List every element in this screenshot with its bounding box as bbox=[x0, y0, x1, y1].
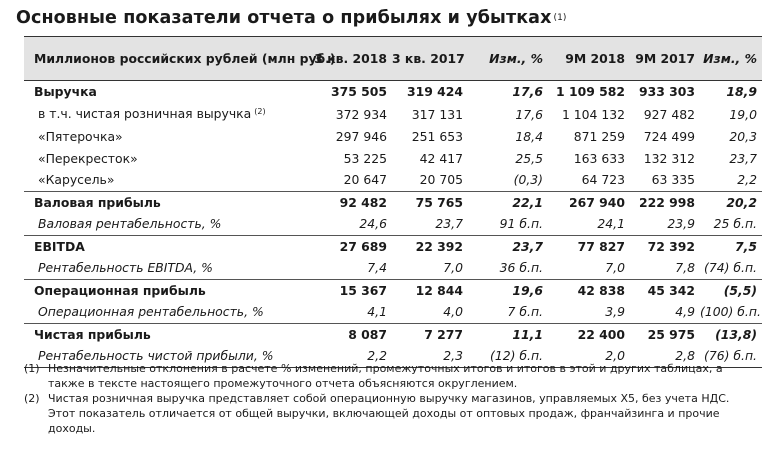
cell-chg-q: 17,6 bbox=[515, 106, 543, 122]
footnote-ref: (2) bbox=[254, 106, 266, 116]
cell-chg-q: 23,7 bbox=[512, 238, 543, 254]
cell-q3-2018: 27 689 bbox=[339, 238, 387, 254]
cell-m9-2018: 64 723 bbox=[581, 172, 625, 187]
footnote-text: Чистая розничная выручка представляет собой операционную выручку магазинов, управляемых X5, без учета НДС. Этот показатель отличается от общей выручки, включающей доходы от оптовых продаж, франчайзинга и прочие доходы. bbox=[48, 392, 730, 435]
title-footnote-ref: (1) bbox=[553, 13, 567, 23]
row-label bbox=[24, 191, 300, 213]
cell-q3-2018: 4,1 bbox=[367, 304, 387, 319]
cell-m9-2017: 45 342 bbox=[647, 282, 695, 298]
cell-m9-2018: 24,1 bbox=[597, 216, 625, 231]
cell-chg-m: 2,2 bbox=[737, 172, 757, 187]
cell-q3-2018: 7,4 bbox=[367, 260, 387, 275]
row-label-text: Валовая рентабельность, % bbox=[38, 216, 222, 231]
cell-q3-2017: 22 392 bbox=[415, 238, 463, 254]
cell-chg-m: 25 б.п. bbox=[713, 216, 757, 231]
cell-q3-2017: 20 705 bbox=[419, 172, 463, 187]
cell-chg-m: (13,8) bbox=[715, 326, 757, 342]
cell-q3-2018: 2,2 bbox=[367, 348, 387, 363]
cell-m9-2017: 927 482 bbox=[643, 106, 695, 122]
cell-chg-q: 36 б.п. bbox=[499, 260, 543, 275]
cell-chg-m: 19,0 bbox=[729, 106, 757, 122]
cell-q3-2017: 251 653 bbox=[411, 129, 463, 144]
cell-chg-m: (74) б.п. bbox=[704, 260, 757, 275]
table-row bbox=[24, 169, 762, 191]
cell-q3-2018: 8 087 bbox=[348, 326, 387, 342]
cell-q3-2018: 24,6 bbox=[359, 216, 387, 231]
table-row bbox=[24, 191, 762, 213]
cell-q3-2017: 7 277 bbox=[424, 326, 463, 342]
cell-chg-q: (0,3) bbox=[513, 172, 543, 187]
cell-m9-2017: 222 998 bbox=[638, 194, 695, 210]
title-text: Основные показатели отчета о прибылях и убытках bbox=[16, 8, 552, 28]
cell-chg-q: 22,1 bbox=[512, 194, 543, 210]
cell-m9-2018: 3,9 bbox=[605, 304, 625, 319]
cell-chg-m: 7,5 bbox=[735, 238, 757, 254]
cell-chg-q: 7 б.п. bbox=[507, 304, 543, 319]
cell-chg-q: 17,6 bbox=[512, 84, 543, 99]
cell-q3-2018: 372 934 bbox=[335, 106, 387, 122]
header-q3-2017: 3 кв. 2017 bbox=[392, 50, 465, 66]
table-row bbox=[24, 81, 762, 103]
table-row bbox=[24, 235, 762, 257]
footnote-1 bbox=[24, 361, 759, 391]
row-label bbox=[24, 103, 300, 127]
cell-q3-2018: 92 482 bbox=[339, 194, 387, 210]
table-row bbox=[24, 301, 762, 323]
row-label-text: Валовая прибыль bbox=[34, 194, 161, 210]
cell-m9-2017: 63 335 bbox=[651, 172, 695, 187]
cell-chg-m: (100) б.п. bbox=[700, 304, 761, 319]
row-label bbox=[24, 323, 300, 345]
row-label bbox=[24, 257, 300, 279]
cell-chg-m: (76) б.п. bbox=[704, 348, 757, 363]
footnote-mark: (2) bbox=[24, 392, 40, 405]
table-row bbox=[24, 279, 762, 301]
cell-m9-2018: 1 109 582 bbox=[556, 84, 625, 99]
footnote-mark: (1) bbox=[24, 362, 40, 375]
row-label bbox=[24, 235, 300, 257]
header-change-quarter: Изм., % bbox=[489, 50, 543, 66]
cell-q3-2017: 319 424 bbox=[406, 84, 463, 99]
cell-m9-2018: 1 104 132 bbox=[561, 106, 625, 122]
cell-q3-2018: 53 225 bbox=[343, 150, 387, 166]
row-label bbox=[24, 213, 300, 235]
cell-chg-q: (12) б.п. bbox=[490, 348, 543, 363]
row-label-text: Операционная прибыль bbox=[34, 282, 206, 298]
cell-chg-m: 23,7 bbox=[729, 150, 757, 166]
row-label bbox=[24, 81, 300, 103]
table-header-row bbox=[24, 37, 762, 81]
cell-m9-2017: 72 392 bbox=[647, 238, 695, 254]
page-title bbox=[16, 8, 567, 28]
table-row bbox=[24, 323, 762, 345]
cell-chg-m: 18,9 bbox=[726, 84, 757, 99]
header-9m-2018: 9М 2018 bbox=[565, 50, 625, 66]
cell-m9-2018: 7,0 bbox=[605, 260, 625, 275]
cell-m9-2018: 42 838 bbox=[577, 282, 625, 298]
row-label bbox=[24, 169, 300, 191]
cell-q3-2017: 12 844 bbox=[415, 282, 463, 298]
row-label-text: Рентабельность чистой прибыли, % bbox=[38, 348, 274, 363]
cell-m9-2017: 2,8 bbox=[675, 348, 695, 363]
cell-m9-2018: 871 259 bbox=[573, 129, 625, 144]
table-row bbox=[24, 148, 762, 170]
cell-q3-2018: 20 647 bbox=[343, 172, 387, 187]
cell-chg-m: 20,3 bbox=[729, 129, 757, 144]
cell-q3-2017: 42 417 bbox=[419, 150, 463, 166]
row-label-text: Чистая прибыль bbox=[34, 326, 151, 342]
footnote-text: Незначительные отклонения в расчете % изменений, промежуточных итогов и итогов в этой и других таблицах, а также в тексте настоящего промежуточного отчета объясняются округлением. bbox=[48, 362, 723, 390]
cell-chg-q: 19,6 bbox=[512, 282, 543, 298]
cell-m9-2017: 933 303 bbox=[638, 84, 695, 99]
income-statement-table bbox=[24, 36, 762, 368]
row-label-text: EBITDA bbox=[34, 238, 85, 254]
cell-chg-m: 20,2 bbox=[726, 194, 757, 210]
header-change-9m: Изм., % bbox=[703, 50, 757, 66]
cell-q3-2018: 375 505 bbox=[330, 84, 387, 99]
cell-chg-q: 18,4 bbox=[515, 129, 543, 144]
cell-q3-2017: 2,3 bbox=[443, 348, 463, 363]
cell-chg-q: 25,5 bbox=[515, 150, 543, 166]
row-label-text: «Карусель» bbox=[38, 172, 115, 187]
cell-m9-2017: 4,9 bbox=[675, 304, 695, 319]
row-label-text: «Пятерочка» bbox=[38, 129, 123, 144]
cell-m9-2018: 22 400 bbox=[577, 326, 625, 342]
table-row bbox=[24, 103, 762, 127]
cell-m9-2017: 132 312 bbox=[643, 150, 695, 166]
cell-m9-2017: 23,9 bbox=[667, 216, 695, 231]
row-label bbox=[24, 301, 300, 323]
cell-m9-2017: 724 499 bbox=[643, 129, 695, 144]
cell-m9-2018: 267 940 bbox=[568, 194, 625, 210]
footnote-2 bbox=[24, 391, 759, 436]
cell-q3-2017: 75 765 bbox=[415, 194, 463, 210]
cell-m9-2017: 25 975 bbox=[647, 326, 695, 342]
row-label-text: Рентабельность EBITDA, % bbox=[38, 260, 213, 275]
cell-m9-2018: 2,0 bbox=[605, 348, 625, 363]
cell-q3-2017: 23,7 bbox=[435, 216, 463, 231]
header-9m-2017: 9М 2017 bbox=[635, 50, 695, 66]
cell-chg-q: 91 б.п. bbox=[499, 216, 543, 231]
cell-q3-2017: 4,0 bbox=[443, 304, 463, 319]
table-row bbox=[24, 213, 762, 235]
cell-chg-q: 11,1 bbox=[512, 326, 543, 342]
cell-q3-2017: 7,0 bbox=[443, 260, 463, 275]
header-q3-2018: 3 кв. 2018 bbox=[314, 50, 387, 66]
row-label bbox=[24, 279, 300, 301]
header-label: Миллионов российских рублей (млн руб.) bbox=[34, 50, 336, 66]
cell-chg-m: (5,5) bbox=[723, 282, 757, 298]
row-label bbox=[24, 148, 300, 170]
cell-m9-2018: 163 633 bbox=[573, 150, 625, 166]
cell-q3-2018: 15 367 bbox=[339, 282, 387, 298]
cell-m9-2017: 7,8 bbox=[675, 260, 695, 275]
cell-m9-2018: 77 827 bbox=[577, 238, 625, 254]
cell-q3-2017: 317 131 bbox=[411, 106, 463, 122]
table-row bbox=[24, 257, 762, 279]
footnotes bbox=[24, 361, 759, 436]
table-row bbox=[24, 126, 762, 148]
row-label bbox=[24, 126, 300, 148]
row-label-text: Операционная рентабельность, % bbox=[38, 304, 264, 319]
row-label-text: «Перекресток» bbox=[38, 150, 138, 166]
row-label-text: Выручка bbox=[34, 84, 97, 99]
row-label-text: в т.ч. чистая розничная выручка bbox=[38, 105, 252, 121]
cell-q3-2018: 297 946 bbox=[335, 129, 387, 144]
